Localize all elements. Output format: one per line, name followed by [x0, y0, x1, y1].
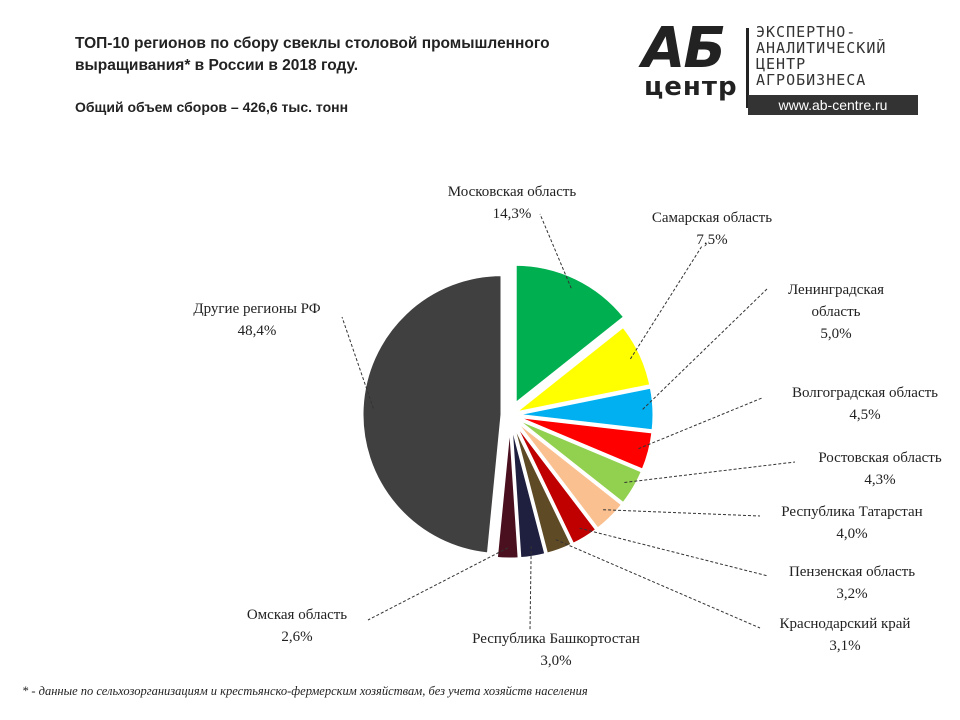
logo-ab: АБ: [642, 16, 725, 81]
slice-value-label: 14,3%: [492, 206, 532, 222]
slice-label: Пензенская область 3,2%: [788, 564, 916, 602]
chart-title: ТОП-10 регионов по сбору свеклы столовой промышленного выращивания* в России в 2018 году.: [75, 35, 550, 74]
slice-value-label: 4,3%: [864, 472, 896, 488]
slice-label: Республика Башкортостан 3,0%: [472, 631, 640, 669]
slice-value-label: 2,6%: [281, 629, 313, 645]
leader-line: [638, 398, 762, 449]
slice-value-label: 3,0%: [540, 653, 572, 669]
logo-line-2: АНАЛИТИЧЕСКИЙ: [756, 39, 887, 57]
leader-line: [643, 288, 768, 409]
leader-line: [579, 528, 768, 576]
slice-value-label: 3,1%: [829, 638, 861, 654]
logo-line-4: АГРОБИЗНЕСА: [756, 71, 867, 89]
leader-line: [603, 510, 760, 516]
slice-label: Ленинградская область 5,0%: [787, 282, 885, 342]
slice-label: Другие регионы РФ 48,4%: [193, 301, 321, 339]
leader-line: [556, 540, 760, 628]
logo-url: www.ab-centre.ru: [748, 95, 918, 115]
leader-line: [624, 462, 795, 482]
slice-label: Краснодарский край 3,1%: [779, 616, 911, 654]
logo-center: центр: [644, 72, 738, 102]
leader-line: [368, 548, 508, 620]
leader-line: [630, 246, 702, 359]
slice-value-label: 4,5%: [849, 407, 881, 423]
slice-value-label: 3,2%: [836, 586, 868, 602]
logo-line-1: ЭКСПЕРТНО-: [756, 23, 857, 41]
chart-subtitle: Общий объем сборов – 426,6 тыс. тонн: [75, 99, 349, 115]
slice-label: Республика Татарстан 4,0%: [781, 504, 923, 542]
slice-label: Московская область 14,3%: [447, 184, 577, 222]
footnote: * - данные по сельхозорганизациям и крестьянско-фермерским хозяйствам, без учета хозяйств населения: [22, 684, 588, 698]
slice-value-label: 48,4%: [237, 323, 277, 339]
slice-value-label: 5,0%: [820, 326, 852, 342]
slice-label: Ростовская область 4,3%: [818, 450, 942, 488]
pie-slice: [362, 275, 502, 554]
slice-label: Волгоградская область 4,5%: [792, 385, 938, 423]
slice-label: Самарская область 7,5%: [651, 210, 773, 248]
slice-value-label: 7,5%: [696, 232, 728, 248]
slice-label: Омская область 2,6%: [246, 607, 348, 645]
logo-line-3: ЦЕНТР: [756, 55, 807, 73]
slice-value-label: 4,0%: [836, 526, 868, 542]
